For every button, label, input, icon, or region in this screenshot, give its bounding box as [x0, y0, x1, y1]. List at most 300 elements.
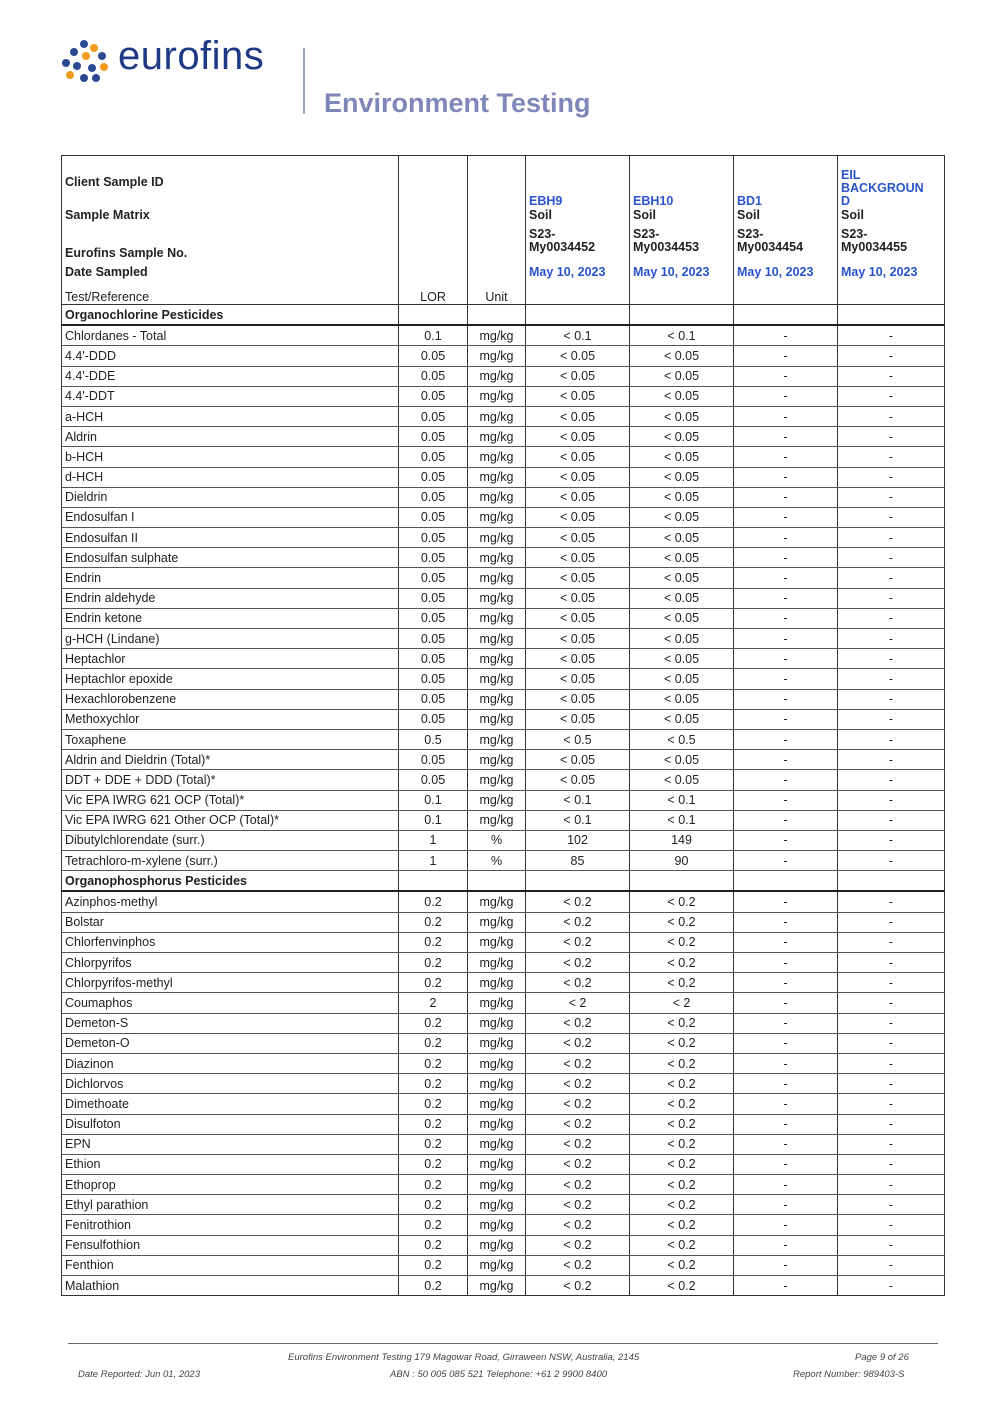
result-bd1: - — [734, 1255, 838, 1275]
unit-value: mg/kg — [468, 447, 526, 467]
analyte-name: Malathion — [62, 1276, 399, 1296]
result-eil-background: - — [838, 790, 945, 810]
result-bd1: - — [734, 568, 838, 588]
unit-value: mg/kg — [468, 729, 526, 749]
table-row — [62, 427, 945, 447]
result-ebh10: < 0.2 — [630, 1175, 734, 1195]
result-eil-background: - — [838, 891, 945, 912]
lor-value: 0.2 — [399, 1255, 468, 1275]
lor-value: 0.2 — [399, 932, 468, 952]
result-ebh10: < 0.05 — [630, 568, 734, 588]
result-eil-background: - — [838, 1276, 945, 1296]
result-ebh10: < 0.2 — [630, 912, 734, 932]
result-ebh10: < 0.2 — [630, 1255, 734, 1275]
lor-value: 0.05 — [399, 406, 468, 426]
result-bd1: - — [734, 1114, 838, 1134]
result-ebh10: < 0.2 — [630, 1154, 734, 1174]
unit-value: mg/kg — [468, 608, 526, 628]
header-row-sample-no — [62, 228, 945, 260]
result-ebh10: < 0.05 — [630, 366, 734, 386]
table-row — [62, 568, 945, 588]
lor-value: 0.2 — [399, 1276, 468, 1296]
result-eil-background: - — [838, 1033, 945, 1053]
result-bd1: - — [734, 447, 838, 467]
result-ebh9: < 0.05 — [526, 649, 630, 669]
result-ebh9: < 0.2 — [526, 1154, 630, 1174]
lor-value: 0.2 — [399, 1175, 468, 1195]
lor-value: 0.05 — [399, 447, 468, 467]
table-row — [62, 973, 945, 993]
lor-value: 0.05 — [399, 689, 468, 709]
section-title: Organochlorine Pesticides — [62, 305, 399, 326]
analyte-name: Dieldrin — [62, 487, 399, 507]
result-eil-background: - — [838, 1154, 945, 1174]
analyte-name: Aldrin and Dieldrin (Total)* — [62, 750, 399, 770]
logo-division-text: Environment Testing — [324, 88, 591, 118]
result-bd1: - — [734, 487, 838, 507]
table-row — [62, 386, 945, 406]
table-row — [62, 729, 945, 749]
result-eil-background: - — [838, 1114, 945, 1134]
table-row — [62, 548, 945, 568]
result-ebh10: < 0.05 — [630, 689, 734, 709]
result-ebh9: < 0.05 — [526, 406, 630, 426]
result-ebh9: < 0.05 — [526, 427, 630, 447]
sample-matrix-4: Soil — [838, 208, 945, 228]
result-eil-background: - — [838, 588, 945, 608]
test-reference-label: Test/Reference — [62, 284, 399, 305]
analyte-name: Vic EPA IWRG 621 Other OCP (Total)* — [62, 810, 399, 830]
result-bd1: - — [734, 507, 838, 527]
unit-value: mg/kg — [468, 548, 526, 568]
sample-id-4: EIL BACKGROUN D — [838, 156, 945, 209]
result-ebh9: < 0.05 — [526, 669, 630, 689]
table-row — [62, 689, 945, 709]
result-ebh9: < 0.05 — [526, 629, 630, 649]
sample-number-3: S23- My0034454 — [734, 228, 838, 260]
result-eil-background: - — [838, 1013, 945, 1033]
unit-value: % — [468, 830, 526, 850]
result-ebh10: < 0.1 — [630, 790, 734, 810]
result-ebh9: < 0.2 — [526, 1053, 630, 1073]
result-bd1: - — [734, 608, 838, 628]
analyte-name: Endosulfan II — [62, 528, 399, 548]
result-ebh9: < 0.1 — [526, 325, 630, 346]
result-eil-background: - — [838, 1094, 945, 1114]
sample-id-2: EBH10 — [630, 156, 734, 209]
result-bd1: - — [734, 1013, 838, 1033]
analyte-name: Methoxychlor — [62, 709, 399, 729]
result-ebh9: < 0.2 — [526, 1175, 630, 1195]
table-row — [62, 325, 945, 346]
result-ebh9: < 0.1 — [526, 790, 630, 810]
result-ebh10: < 0.05 — [630, 548, 734, 568]
result-ebh9: < 0.05 — [526, 346, 630, 366]
result-ebh10: < 0.2 — [630, 1094, 734, 1114]
result-ebh10: < 0.05 — [630, 386, 734, 406]
section-header — [62, 305, 945, 326]
table-row — [62, 810, 945, 830]
analyte-name: Endrin aldehyde — [62, 588, 399, 608]
analyte-name: Chlorpyrifos — [62, 953, 399, 973]
lor-value: 0.05 — [399, 669, 468, 689]
table-row — [62, 1013, 945, 1033]
analyte-name: DDT + DDE + DDD (Total)* — [62, 770, 399, 790]
table-row — [62, 487, 945, 507]
result-ebh9: < 0.2 — [526, 1134, 630, 1154]
analyte-name: EPN — [62, 1134, 399, 1154]
result-ebh9: < 0.2 — [526, 891, 630, 912]
result-ebh9: < 0.2 — [526, 953, 630, 973]
analyte-name: Disulfoton — [62, 1114, 399, 1134]
logo-brand-text: eurofins — [118, 34, 265, 78]
table-row — [62, 750, 945, 770]
result-eil-background: - — [838, 1235, 945, 1255]
result-ebh9: < 2 — [526, 993, 630, 1013]
lor-value: 0.05 — [399, 487, 468, 507]
unit-value: mg/kg — [468, 953, 526, 973]
result-eil-background: - — [838, 953, 945, 973]
result-ebh9: < 0.05 — [526, 709, 630, 729]
result-ebh10: < 0.1 — [630, 810, 734, 830]
result-bd1: - — [734, 1094, 838, 1114]
result-ebh10: < 0.05 — [630, 669, 734, 689]
result-eil-background: - — [838, 568, 945, 588]
analyte-name: b-HCH — [62, 447, 399, 467]
result-ebh10: < 0.5 — [630, 729, 734, 749]
lor-value: 0.2 — [399, 891, 468, 912]
analyte-name: Ethion — [62, 1154, 399, 1174]
table-row — [62, 406, 945, 426]
lor-value: 0.2 — [399, 1053, 468, 1073]
unit-value: mg/kg — [468, 1235, 526, 1255]
sample-matrix-1: Soil — [526, 208, 630, 228]
lor-value: 2 — [399, 993, 468, 1013]
unit-value: mg/kg — [468, 427, 526, 447]
lor-value: 0.05 — [399, 750, 468, 770]
result-ebh10: < 2 — [630, 993, 734, 1013]
lor-value: 0.05 — [399, 548, 468, 568]
table-row — [62, 1255, 945, 1275]
lor-label: LOR — [399, 284, 468, 305]
table-row — [62, 1114, 945, 1134]
result-ebh9: < 0.2 — [526, 1235, 630, 1255]
eurofins-dots-icon — [62, 40, 112, 86]
result-eil-background: - — [838, 467, 945, 487]
table-row — [62, 1276, 945, 1296]
analyte-name: a-HCH — [62, 406, 399, 426]
unit-value: mg/kg — [468, 790, 526, 810]
lor-value: 0.2 — [399, 1195, 468, 1215]
result-eil-background: - — [838, 366, 945, 386]
result-ebh9: < 0.05 — [526, 507, 630, 527]
lor-value: 0.2 — [399, 973, 468, 993]
result-ebh10: < 0.05 — [630, 709, 734, 729]
sample-matrix-2: Soil — [630, 208, 734, 228]
table-row — [62, 629, 945, 649]
unit-label: Unit — [468, 284, 526, 305]
lor-value: 0.2 — [399, 1235, 468, 1255]
result-eil-background: - — [838, 709, 945, 729]
result-ebh9: < 0.05 — [526, 608, 630, 628]
result-bd1: - — [734, 790, 838, 810]
result-eil-background: - — [838, 346, 945, 366]
table-row — [62, 1033, 945, 1053]
analyte-name: Fenthion — [62, 1255, 399, 1275]
result-eil-background: - — [838, 629, 945, 649]
lor-value: 0.05 — [399, 427, 468, 447]
lor-value: 0.2 — [399, 1134, 468, 1154]
analyte-name: Heptachlor — [62, 649, 399, 669]
unit-value: mg/kg — [468, 386, 526, 406]
unit-value: mg/kg — [468, 1154, 526, 1174]
analyte-name: Coumaphos — [62, 993, 399, 1013]
table-row — [62, 912, 945, 932]
result-bd1: - — [734, 689, 838, 709]
unit-value: mg/kg — [468, 467, 526, 487]
result-bd1: - — [734, 810, 838, 830]
lor-value: 0.2 — [399, 1074, 468, 1094]
result-eil-background: - — [838, 487, 945, 507]
lor-value: 0.2 — [399, 1013, 468, 1033]
unit-value: mg/kg — [468, 1114, 526, 1134]
result-eil-background: - — [838, 649, 945, 669]
result-eil-background: - — [838, 669, 945, 689]
result-ebh10: < 0.05 — [630, 447, 734, 467]
unit-value: mg/kg — [468, 346, 526, 366]
result-ebh10: 90 — [630, 851, 734, 871]
unit-value: mg/kg — [468, 406, 526, 426]
result-ebh9: < 0.05 — [526, 568, 630, 588]
result-ebh10: < 0.2 — [630, 1114, 734, 1134]
table-row — [62, 1134, 945, 1154]
table-row — [62, 528, 945, 548]
footer-report-number: Report Number: 989403-S — [793, 1369, 905, 1380]
lor-value: 0.2 — [399, 953, 468, 973]
result-ebh9: < 0.05 — [526, 366, 630, 386]
unit-value: mg/kg — [468, 1215, 526, 1235]
lor-value: 0.05 — [399, 649, 468, 669]
result-bd1: - — [734, 325, 838, 346]
result-bd1: - — [734, 1074, 838, 1094]
result-ebh10: < 0.2 — [630, 1235, 734, 1255]
unit-value: mg/kg — [468, 507, 526, 527]
table-row — [62, 669, 945, 689]
unit-value: % — [468, 851, 526, 871]
result-bd1: - — [734, 669, 838, 689]
result-eil-background: - — [838, 1074, 945, 1094]
lor-value: 0.05 — [399, 608, 468, 628]
footer-date-reported: Date Reported: Jun 01, 2023 — [78, 1369, 201, 1380]
logo-divider — [303, 48, 305, 114]
result-ebh10: < 0.05 — [630, 467, 734, 487]
analyte-name: Bolstar — [62, 912, 399, 932]
result-bd1: - — [734, 770, 838, 790]
analyte-name: Endrin — [62, 568, 399, 588]
result-ebh9: < 0.2 — [526, 1276, 630, 1296]
sample-matrix-3: Soil — [734, 208, 838, 228]
unit-value: mg/kg — [468, 629, 526, 649]
result-bd1: - — [734, 729, 838, 749]
unit-value: mg/kg — [468, 1276, 526, 1296]
result-ebh9: < 0.05 — [526, 548, 630, 568]
unit-value: mg/kg — [468, 912, 526, 932]
unit-value: mg/kg — [468, 1013, 526, 1033]
analyte-name: Dimethoate — [62, 1094, 399, 1114]
eurofins-logo — [62, 34, 602, 128]
result-bd1: - — [734, 427, 838, 447]
result-bd1: - — [734, 1053, 838, 1073]
result-eil-background: - — [838, 1195, 945, 1215]
result-bd1: - — [734, 1215, 838, 1235]
result-ebh9: 85 — [526, 851, 630, 871]
analyte-name: Heptachlor epoxide — [62, 669, 399, 689]
result-ebh10: < 0.2 — [630, 1134, 734, 1154]
result-bd1: - — [734, 1276, 838, 1296]
result-eil-background: - — [838, 770, 945, 790]
result-bd1: - — [734, 1235, 838, 1255]
sample-matrix-label: Sample Matrix — [62, 208, 399, 228]
result-ebh10: < 0.2 — [630, 1195, 734, 1215]
result-bd1: - — [734, 1134, 838, 1154]
result-ebh10: < 0.05 — [630, 406, 734, 426]
result-bd1: - — [734, 528, 838, 548]
analyte-name: Dichlorvos — [62, 1074, 399, 1094]
result-ebh10: < 0.05 — [630, 427, 734, 447]
result-ebh9: < 0.2 — [526, 1255, 630, 1275]
analyte-name: 4.4'-DDD — [62, 346, 399, 366]
eurofins-sample-no-label: Eurofins Sample No. — [62, 228, 399, 260]
lor-value: 0.05 — [399, 507, 468, 527]
table-row — [62, 1053, 945, 1073]
result-ebh9: < 0.2 — [526, 1094, 630, 1114]
sample-number-4: S23- My0034455 — [838, 228, 945, 260]
lor-value: 0.05 — [399, 467, 468, 487]
result-eil-background: - — [838, 528, 945, 548]
unit-value: mg/kg — [468, 810, 526, 830]
lor-value: 0.05 — [399, 346, 468, 366]
result-bd1: - — [734, 830, 838, 850]
lor-value: 1 — [399, 830, 468, 850]
lor-value: 0.1 — [399, 810, 468, 830]
result-ebh10: < 0.2 — [630, 1215, 734, 1235]
result-ebh9: < 0.05 — [526, 770, 630, 790]
table-row — [62, 830, 945, 850]
section-title: Organophosphorus Pesticides — [62, 871, 399, 892]
footer-address: Eurofins Environment Testing 179 Magowar Road, Girraween NSW, Australia, 2145 — [288, 1352, 640, 1363]
analyte-name: Chlordanes - Total — [62, 325, 399, 346]
unit-value: mg/kg — [468, 649, 526, 669]
table-row — [62, 649, 945, 669]
analyte-name: Aldrin — [62, 427, 399, 447]
unit-value: mg/kg — [468, 993, 526, 1013]
table-row — [62, 932, 945, 952]
date-sampled-4: May 10, 2023 — [838, 260, 945, 284]
result-ebh10: < 0.2 — [630, 953, 734, 973]
lor-value: 0.2 — [399, 1094, 468, 1114]
result-ebh9: < 0.2 — [526, 1215, 630, 1235]
analyte-name: Fenitrothion — [62, 1215, 399, 1235]
result-ebh10: < 0.05 — [630, 770, 734, 790]
analyte-name: Diazinon — [62, 1053, 399, 1073]
lor-value: 0.05 — [399, 588, 468, 608]
result-ebh10: < 0.2 — [630, 1074, 734, 1094]
analyte-name: Hexachlorobenzene — [62, 689, 399, 709]
unit-value: mg/kg — [468, 1033, 526, 1053]
unit-value: mg/kg — [468, 1053, 526, 1073]
lor-value: 0.05 — [399, 709, 468, 729]
result-ebh9: < 0.2 — [526, 1195, 630, 1215]
result-ebh9: < 0.05 — [526, 689, 630, 709]
sample-id-1: EBH9 — [526, 156, 630, 209]
result-eil-background: - — [838, 750, 945, 770]
result-ebh9: < 0.05 — [526, 447, 630, 467]
result-eil-background: - — [838, 325, 945, 346]
result-eil-background: - — [838, 447, 945, 467]
result-ebh9: < 0.5 — [526, 729, 630, 749]
analyte-name: Toxaphene — [62, 729, 399, 749]
unit-value: mg/kg — [468, 750, 526, 770]
date-sampled-2: May 10, 2023 — [630, 260, 734, 284]
lor-value: 0.05 — [399, 366, 468, 386]
unit-value: mg/kg — [468, 1074, 526, 1094]
unit-value: mg/kg — [468, 669, 526, 689]
result-eil-background: - — [838, 1134, 945, 1154]
result-bd1: - — [734, 1033, 838, 1053]
unit-value: mg/kg — [468, 1255, 526, 1275]
header-row-date — [62, 260, 945, 284]
analyte-name: Tetrachloro-m-xylene (surr.) — [62, 851, 399, 871]
result-bd1: - — [734, 1154, 838, 1174]
result-eil-background: - — [838, 830, 945, 850]
result-eil-background: - — [838, 1215, 945, 1235]
result-eil-background: - — [838, 608, 945, 628]
table-row — [62, 1195, 945, 1215]
result-eil-background: - — [838, 973, 945, 993]
table-row — [62, 953, 945, 973]
result-bd1: - — [734, 406, 838, 426]
footer-page: Page 9 of 26 — [855, 1352, 909, 1363]
result-eil-background: - — [838, 810, 945, 830]
unit-value: mg/kg — [468, 973, 526, 993]
column-header-row — [62, 284, 945, 305]
analyte-name: 4.4'-DDT — [62, 386, 399, 406]
result-eil-background: - — [838, 406, 945, 426]
table-row — [62, 851, 945, 871]
lor-value: 0.05 — [399, 770, 468, 790]
lor-value: 0.2 — [399, 1114, 468, 1134]
lor-value: 0.2 — [399, 912, 468, 932]
result-ebh10: < 0.1 — [630, 325, 734, 346]
result-bd1: - — [734, 467, 838, 487]
result-ebh9: < 0.05 — [526, 528, 630, 548]
result-eil-background: - — [838, 729, 945, 749]
unit-value: mg/kg — [468, 588, 526, 608]
table-row — [62, 608, 945, 628]
result-eil-background: - — [838, 932, 945, 952]
table-row — [62, 891, 945, 912]
table-row — [62, 1175, 945, 1195]
footer-divider — [68, 1343, 938, 1344]
result-ebh10: < 0.05 — [630, 528, 734, 548]
analyte-name: Chlorfenvinphos — [62, 932, 399, 952]
result-bd1: - — [734, 649, 838, 669]
lor-value: 0.05 — [399, 528, 468, 548]
result-eil-background: - — [838, 548, 945, 568]
result-ebh10: < 0.05 — [630, 487, 734, 507]
result-ebh9: < 0.2 — [526, 1114, 630, 1134]
header-row-sample-id — [62, 156, 945, 209]
